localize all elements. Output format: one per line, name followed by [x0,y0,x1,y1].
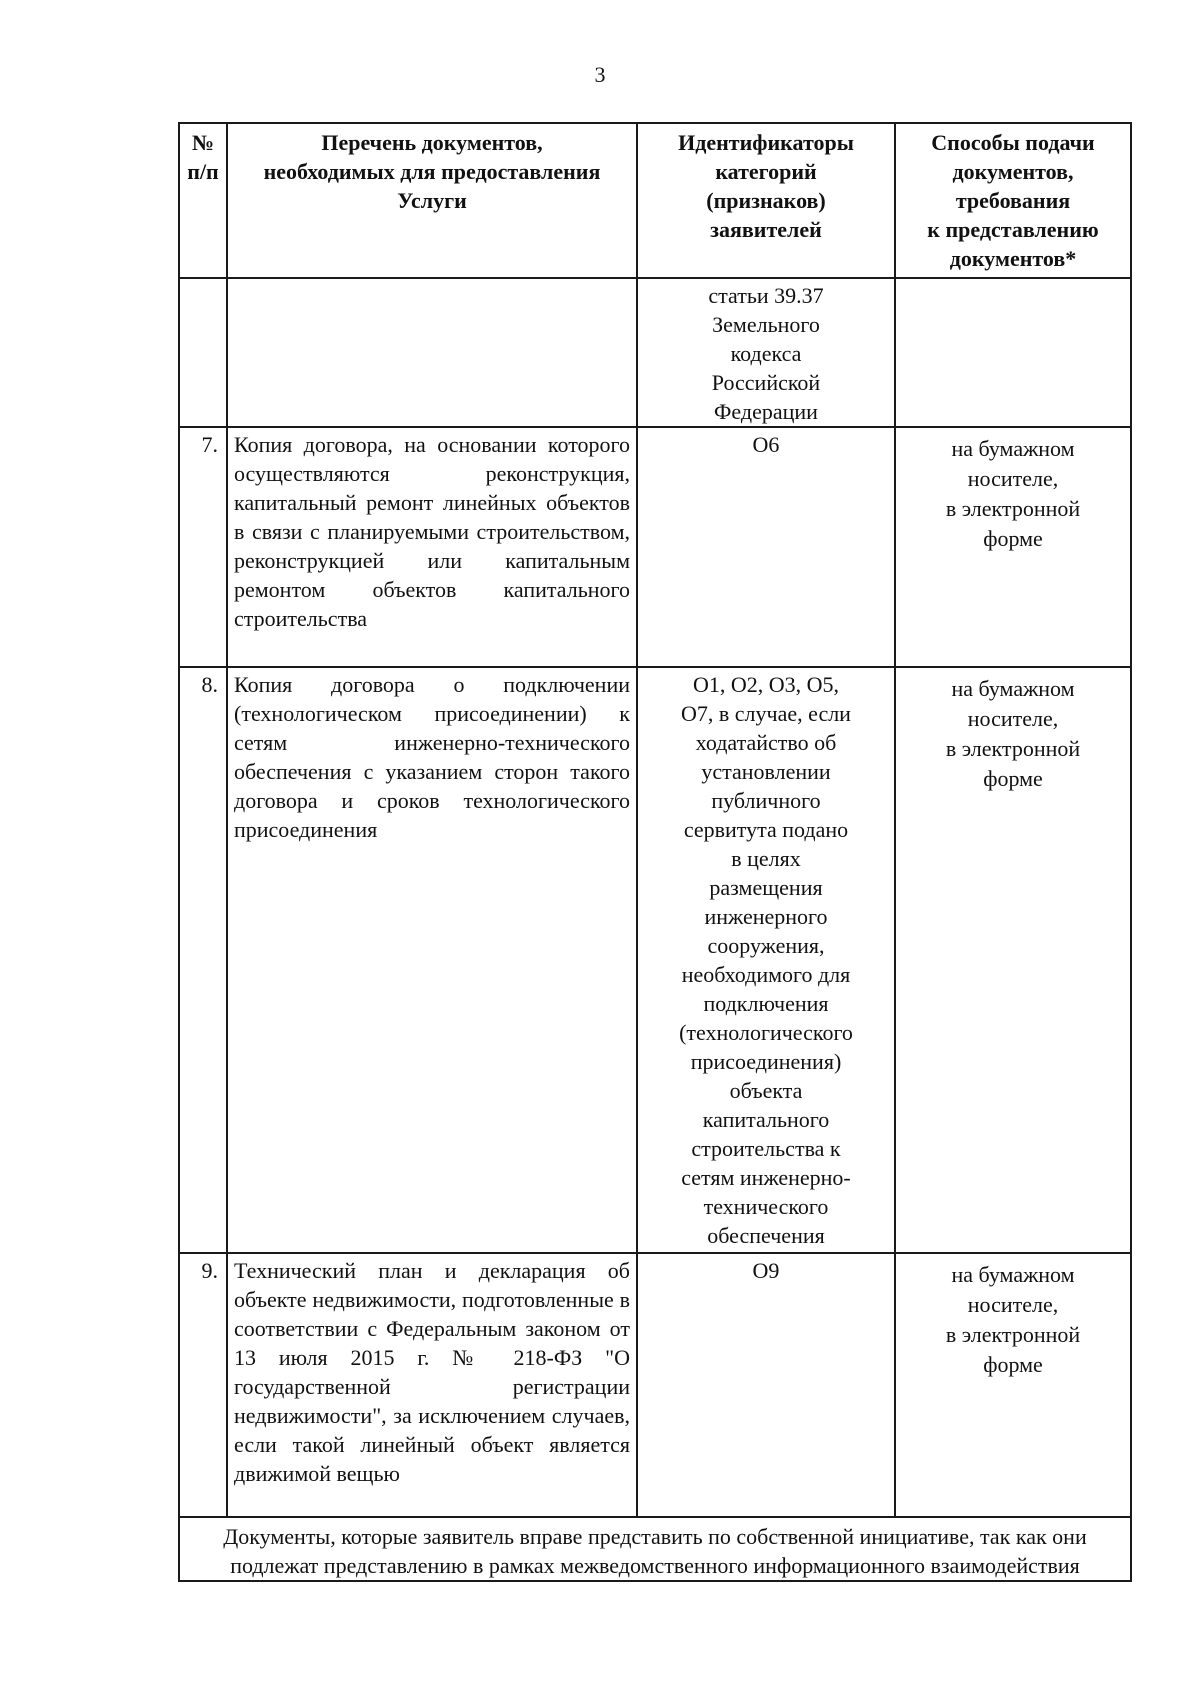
header-identifiers: Идентификаторы категорий (признаков) заявителей [637,123,895,278]
cell-identifiers: О1, О2, О3, О5, О7, в случае, если ходатайство об установлении публичного сервитута подано в целях размещения инженерного сооружения, необходимого для подключения (технологического присоединения) объекта капитального строительства к сетям инженерно- технического обеспечения [637,667,895,1253]
cell-number: 9. [179,1253,227,1517]
cell-number [179,278,227,427]
cell-identifiers: О6 [637,427,895,667]
cell-document: Копия договора, на основании которого осуществляются реконструкция, капитальный ремонт линейных объектов в связи с планируемыми строительством, реконструкцией или капитальным ремонтом объектов капитального строительства [227,427,637,667]
documents-table [178,122,1132,1582]
cell-methods: на бумажном носителе, в электронной форме [895,667,1131,1253]
table-footer-row [179,1517,1131,1581]
cell-methods: на бумажном носителе, в электронной форме [895,427,1131,667]
table-row [179,667,1131,1253]
cell-document: Технический план и декларация об объекте недвижимости, подготовленные в соответствии с Федеральным законом от 13 июля 2015 г. № 218-ФЗ "О государственной регистрации недвижимости", за исключением случаев, если такой линейный объект является движимой вещью [227,1253,637,1517]
cell-document: Копия договора о подключении (технологическом присоединении) к сетям инженерно-технического обеспечения с указанием сторон такого договора и сроков технологического присоединения [227,667,637,1253]
cell-identifiers: статьи 39.37 Земельного кодекса Российской Федерации [637,278,895,427]
table-header-row [179,123,1131,278]
table-row-continuation [179,278,1131,427]
cell-methods [895,278,1131,427]
cell-methods: на бумажном носителе, в электронной форме [895,1253,1131,1517]
page-number: 3 [594,62,606,87]
header-methods: Способы подачи документов, требования к представлению документов* [895,123,1131,278]
table-row [179,427,1131,667]
cell-document [227,278,637,427]
cell-identifiers: О9 [637,1253,895,1517]
cell-number: 8. [179,667,227,1253]
header-number: № п/п [179,123,227,278]
header-documents: Перечень документов, необходимых для предоставления Услуги [227,123,637,278]
cell-number: 7. [179,427,227,667]
table-row [179,1253,1131,1517]
footer-note: Документы, которые заявитель вправе представить по собственной инициативе, так как они подлежат представлению в рамках межведомственного информационного взаимодействия [179,1517,1131,1581]
